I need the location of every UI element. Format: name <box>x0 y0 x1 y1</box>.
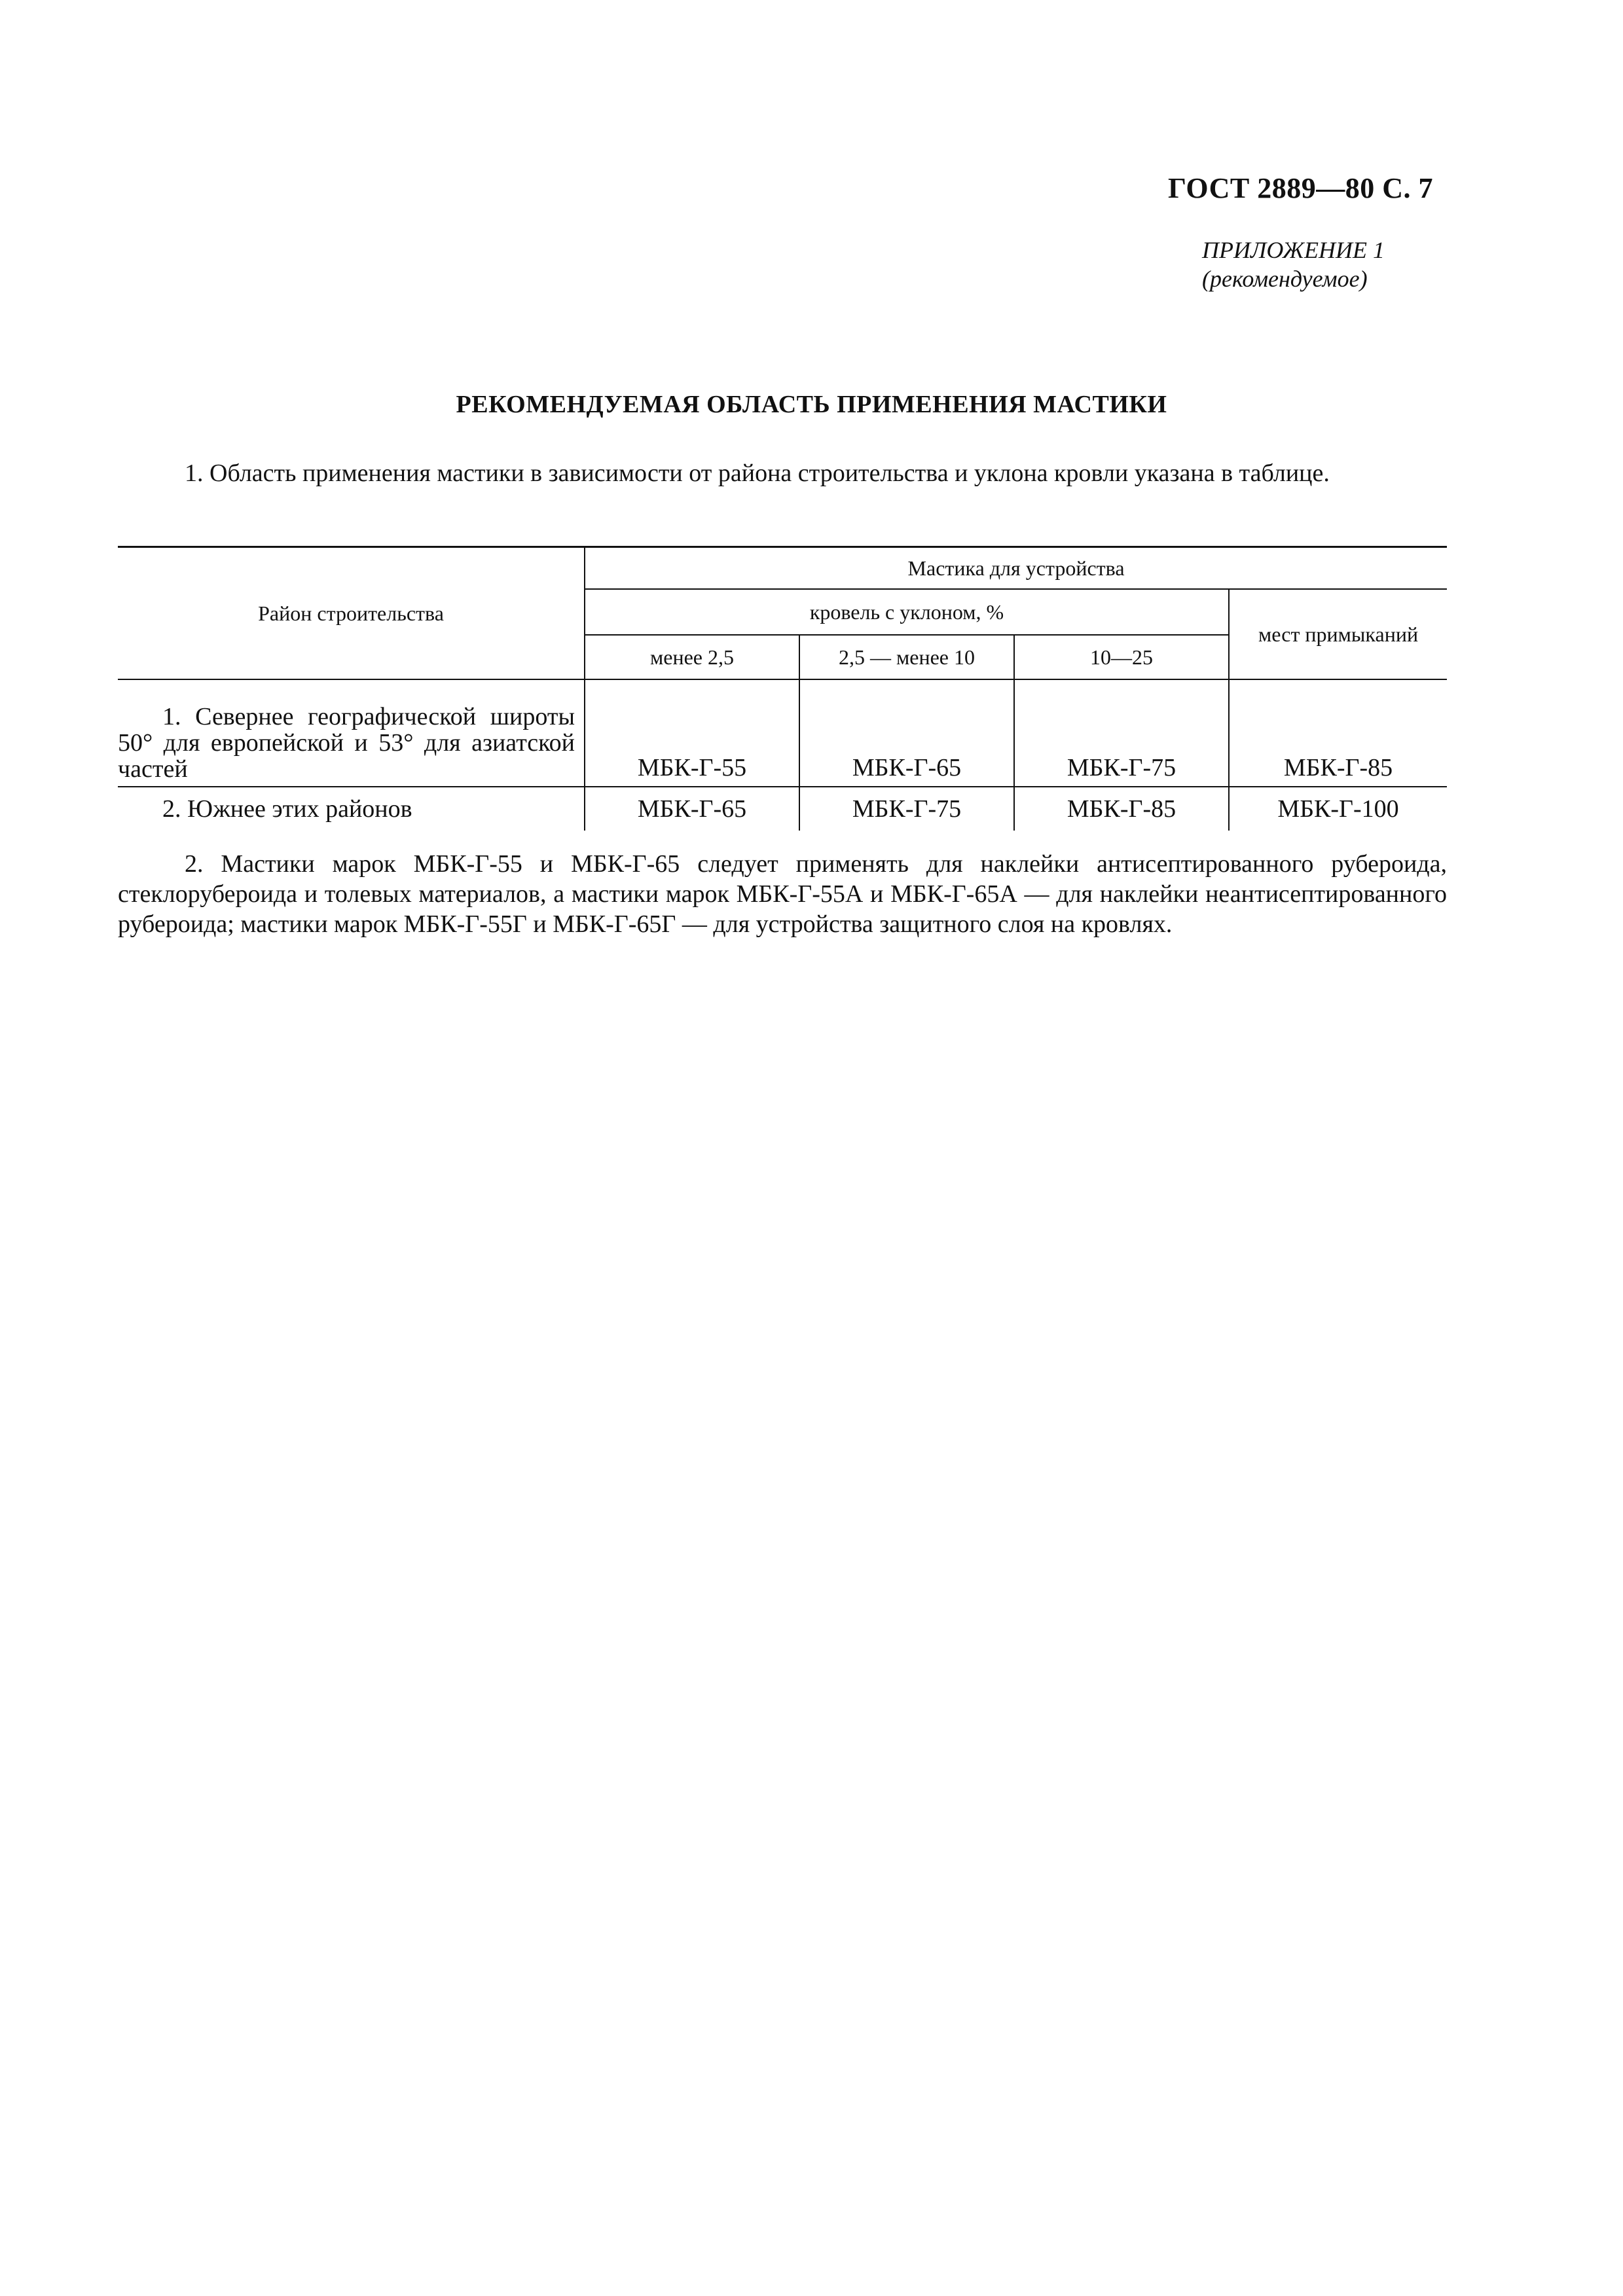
appendix-label <box>1202 236 1385 293</box>
header-region: Район строительства <box>118 547 585 680</box>
header-slope-3: 10—25 <box>1014 635 1229 679</box>
table-cell: МБК-Г-75 <box>799 787 1014 831</box>
row-region: 2. Южнее этих районов <box>162 795 412 823</box>
document-reference: ГОСТ 2889—80 С. 7 <box>1167 172 1433 204</box>
header-slope-1: менее 2,5 <box>585 635 799 679</box>
header-mastic: Мастика для устройства <box>585 547 1447 590</box>
table-cell: МБК-Г-85 <box>1229 679 1447 787</box>
table-cell: МБК-Г-65 <box>585 787 799 831</box>
header-slope-2: 2,5 — менее 10 <box>799 635 1014 679</box>
row-region <box>118 679 585 787</box>
mastic-table <box>118 546 1447 831</box>
header-roofs: кровель с уклоном, % <box>585 589 1229 635</box>
table-cell: МБК-Г-75 <box>1014 679 1229 787</box>
table-cell: МБК-Г-85 <box>1014 787 1229 831</box>
appendix-title: ПРИЛОЖЕНИЕ 1 <box>1202 237 1385 263</box>
header-junctions: мест примыканий <box>1229 589 1447 679</box>
table-header <box>118 547 1447 680</box>
paragraph-2: 2. Мастики марок МБК-Г-55 и МБК-Г-65 следует применять для наклейки антисептированного рубероида, стеклорубероида и толевых материалов, а мастики марок МБК-Г-55А и МБК-Г-65А — для наклейки неантисептированного рубероида; мастики марок МБК-Г-55Г и МБК-Г-65Г — для устройства защитного слоя на кровлях. <box>118 850 1447 938</box>
row-region-text: 1. Севернее географической широты 50° для европейской и 53° для азиатской частей <box>118 703 575 783</box>
table-row <box>118 679 1447 787</box>
appendix-status: (рекомендуемое) <box>1202 266 1368 292</box>
table-row <box>118 787 1447 831</box>
table-cell: МБК-Г-100 <box>1229 787 1447 831</box>
table-cell: МБК-Г-55 <box>585 679 799 787</box>
section-title: РЕКОМЕНДУЕМАЯ ОБЛАСТЬ ПРИМЕНЕНИЯ МАСТИКИ <box>456 391 1167 418</box>
table-cell: МБК-Г-65 <box>799 679 1014 787</box>
paragraph-1: 1. Область применения мастики в зависимости от района строительства и уклона кровли указана в таблице. <box>185 459 1330 487</box>
